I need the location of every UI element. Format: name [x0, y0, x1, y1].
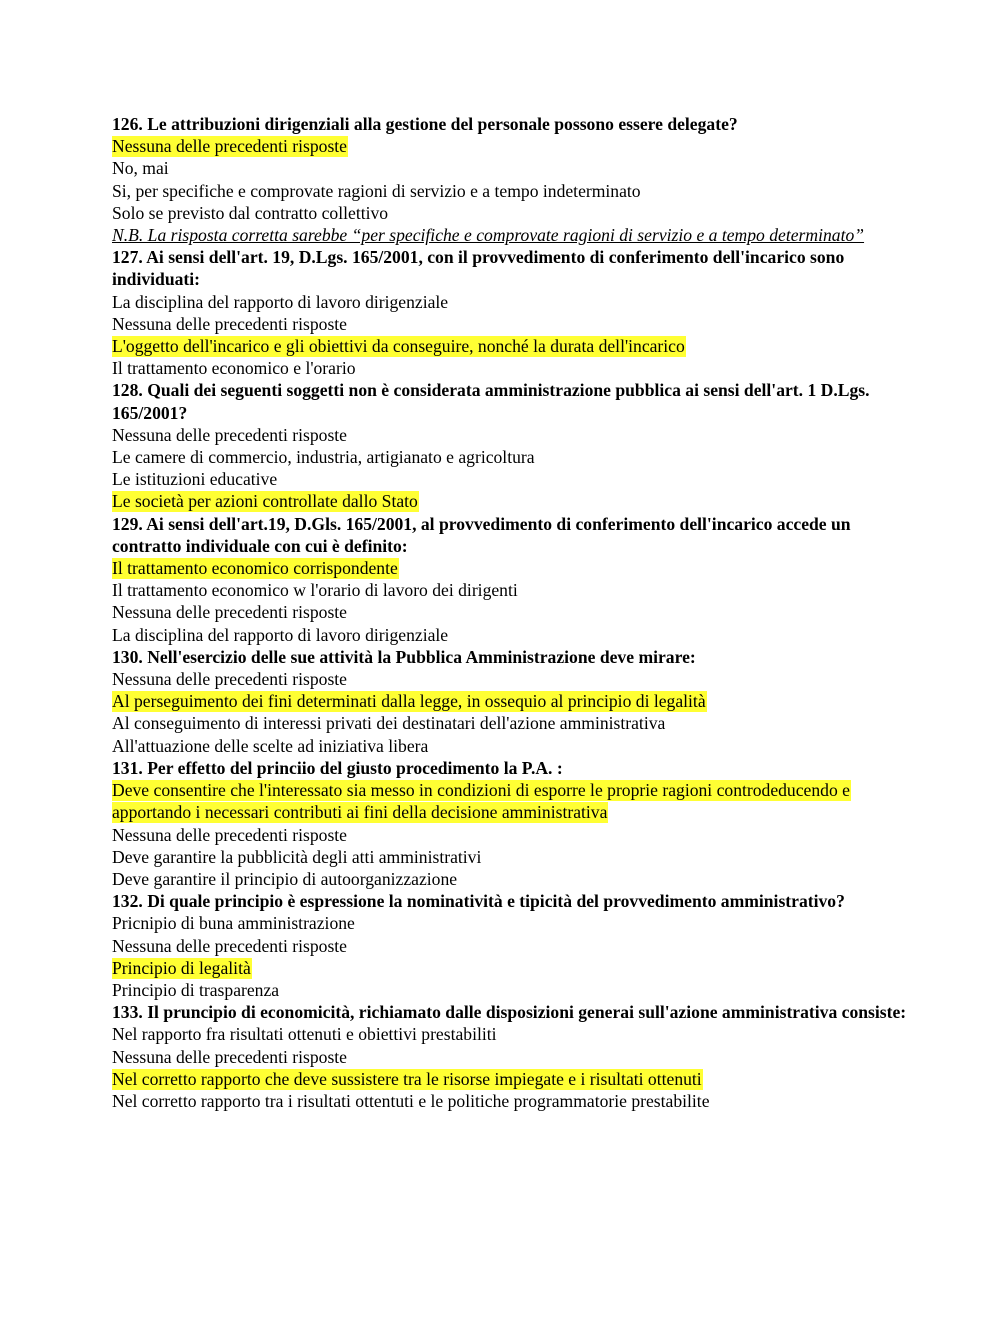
answer-text: Nel corretto rapporto tra i risultati ottentuti e le politiche programmatorie prestabilite — [112, 1090, 710, 1111]
question-title: 133. Il pruncipio di economicità, richiamato dalle disposizioni generai sull'azione amministrativa consiste: — [112, 1002, 907, 1023]
answer-option-correct — [112, 557, 912, 579]
answer-text: L'oggetto dell'incarico e gli obiettivi da conseguire, nonché la durata dell'incarico — [112, 336, 685, 357]
answer-text: Nessuna delle precedenti risposte — [112, 1046, 347, 1067]
question-title: 131. Per effetto del princiio del giusto procedimento la P.A. : — [112, 757, 563, 778]
answer-text: Il trattamento economico corrispondente — [112, 558, 398, 579]
answer-text: Le camere di commercio, industria, artigianato e agricoltura — [112, 447, 535, 468]
question-block — [112, 513, 912, 646]
question-block — [112, 113, 912, 246]
answer-text: La disciplina del rapporto di lavoro dirigenziale — [112, 291, 449, 312]
answer-text: Deve garantire la pubblicità degli atti amministrativi — [112, 846, 482, 867]
answer-text: Nel rapporto fra risultati ottenuti e obiettivi prestabiliti — [112, 1024, 497, 1045]
question-title: 126. Le attribuzioni dirigenziali alla gestione del personale possono essere delegate? — [112, 114, 738, 134]
answer-text: Principio di legalità — [112, 957, 251, 978]
answer-option — [112, 846, 912, 868]
answer-option — [112, 979, 912, 1001]
answer-text: Deve consentire che l'interessato sia messo in condizioni di esporre le proprie ragioni controdeducendo e apportando i necessari contributi ai fini della decisione amministrativa — [112, 780, 850, 823]
answer-text: Solo se previsto dal contratto collettivo — [112, 202, 389, 223]
answer-text: Nessuna delle precedenti risposte — [112, 136, 347, 157]
answer-text: Nessuna delle precedenti risposte — [112, 424, 347, 445]
answer-text: Deve garantire il principio di autoorganizzazione — [112, 868, 458, 889]
answer-text: Il trattamento economico e l'orario — [112, 358, 356, 379]
question-block — [112, 379, 912, 512]
answer-text: Si, per specifiche e comprovate ragioni di servizio e a tempo indeterminato — [112, 180, 641, 201]
answer-option — [112, 1046, 912, 1068]
answer-option — [112, 624, 912, 646]
question-block — [112, 246, 912, 379]
question-block — [112, 890, 912, 1001]
question-title: 129. Ai sensi dell'art.19, D.Gls. 165/2001, al provvedimento di conferimento dell'incarico accede un contratto individuale con cui è definito: — [112, 513, 851, 556]
answer-option-correct — [112, 335, 912, 357]
answer-option — [112, 712, 912, 734]
answer-option — [112, 601, 912, 623]
answer-text: Al conseguimento di interessi privati dei destinatari dell'azione amministrativa — [112, 713, 666, 734]
answer-option — [112, 291, 912, 313]
question-title: 128. Quali dei seguenti soggetti non è considerata amministrazione pubblica ai sensi dell'art. 1 D.Lgs. 165/2001? — [112, 380, 870, 423]
answer-option — [112, 935, 912, 957]
answer-option — [112, 868, 912, 890]
answer-option — [112, 735, 912, 757]
answer-text: Nessuna delle precedenti risposte — [112, 935, 347, 956]
answer-note: N.B. La risposta corretta sarebbe “per specifiche e comprovate ragioni di servizio e a tempo determinato” — [112, 225, 865, 246]
answer-option-correct — [112, 779, 912, 823]
answer-text: No, mai — [112, 158, 169, 179]
answer-option — [112, 824, 912, 846]
answer-text: All'attuazione delle scelte ad iniziativa libera — [112, 735, 429, 756]
question-block — [112, 757, 912, 890]
answer-option-correct — [112, 1068, 912, 1090]
question-title: 127. Ai sensi dell'art. 19, D.Lgs. 165/2001, con il provvedimento di conferimento dell'incarico sono individuati: — [112, 247, 845, 290]
answer-text: Nessuna delle precedenti risposte — [112, 313, 347, 334]
answer-text: Nessuna delle precedenti risposte — [112, 669, 347, 690]
answer-option — [112, 180, 912, 202]
answer-option — [112, 1090, 912, 1112]
answer-text: Le società per azioni controllate dallo Stato — [112, 491, 418, 512]
answer-option — [112, 579, 912, 601]
answer-option — [112, 424, 912, 446]
question-block — [112, 1001, 912, 1112]
question-title: 132. Di quale principio è espressione la nominatività e tipicità del provvedimento amministrativo? — [112, 891, 845, 912]
answer-option-correct — [112, 135, 912, 157]
answer-option-correct — [112, 490, 912, 512]
answer-option — [112, 446, 912, 468]
answer-text: Al perseguimento dei fini determinati dalla legge, in ossequio al principio di legalità — [112, 691, 706, 712]
answer-text: Il trattamento economico w l'orario di lavoro dei dirigenti — [112, 580, 518, 601]
answer-option — [112, 468, 912, 490]
answer-text: Nessuna delle precedenti risposte — [112, 602, 347, 623]
answer-text: Nel corretto rapporto che deve sussistere tra le risorse impiegate e i risultati ottenuti — [112, 1068, 702, 1089]
answer-option — [112, 912, 912, 934]
answer-text: Pricnipio di buna amministrazione — [112, 913, 355, 934]
answer-option — [112, 313, 912, 335]
answer-option-correct — [112, 690, 912, 712]
answer-option — [112, 1023, 912, 1045]
question-title: 130. Nell'esercizio delle sue attività la Pubblica Amministrazione deve mirare: — [112, 646, 696, 667]
answer-text: Le istituzioni educative — [112, 469, 278, 490]
answer-text: La disciplina del rapporto di lavoro dirigenziale — [112, 624, 449, 645]
question-block — [112, 646, 912, 757]
answer-option — [112, 357, 912, 379]
answer-option-correct — [112, 957, 912, 979]
answer-option — [112, 157, 912, 179]
quiz-document — [112, 113, 912, 1112]
answer-text: Nessuna delle precedenti risposte — [112, 824, 347, 845]
answer-option — [112, 202, 912, 224]
answer-text: Principio di trasparenza — [112, 979, 280, 1000]
answer-option — [112, 668, 912, 690]
